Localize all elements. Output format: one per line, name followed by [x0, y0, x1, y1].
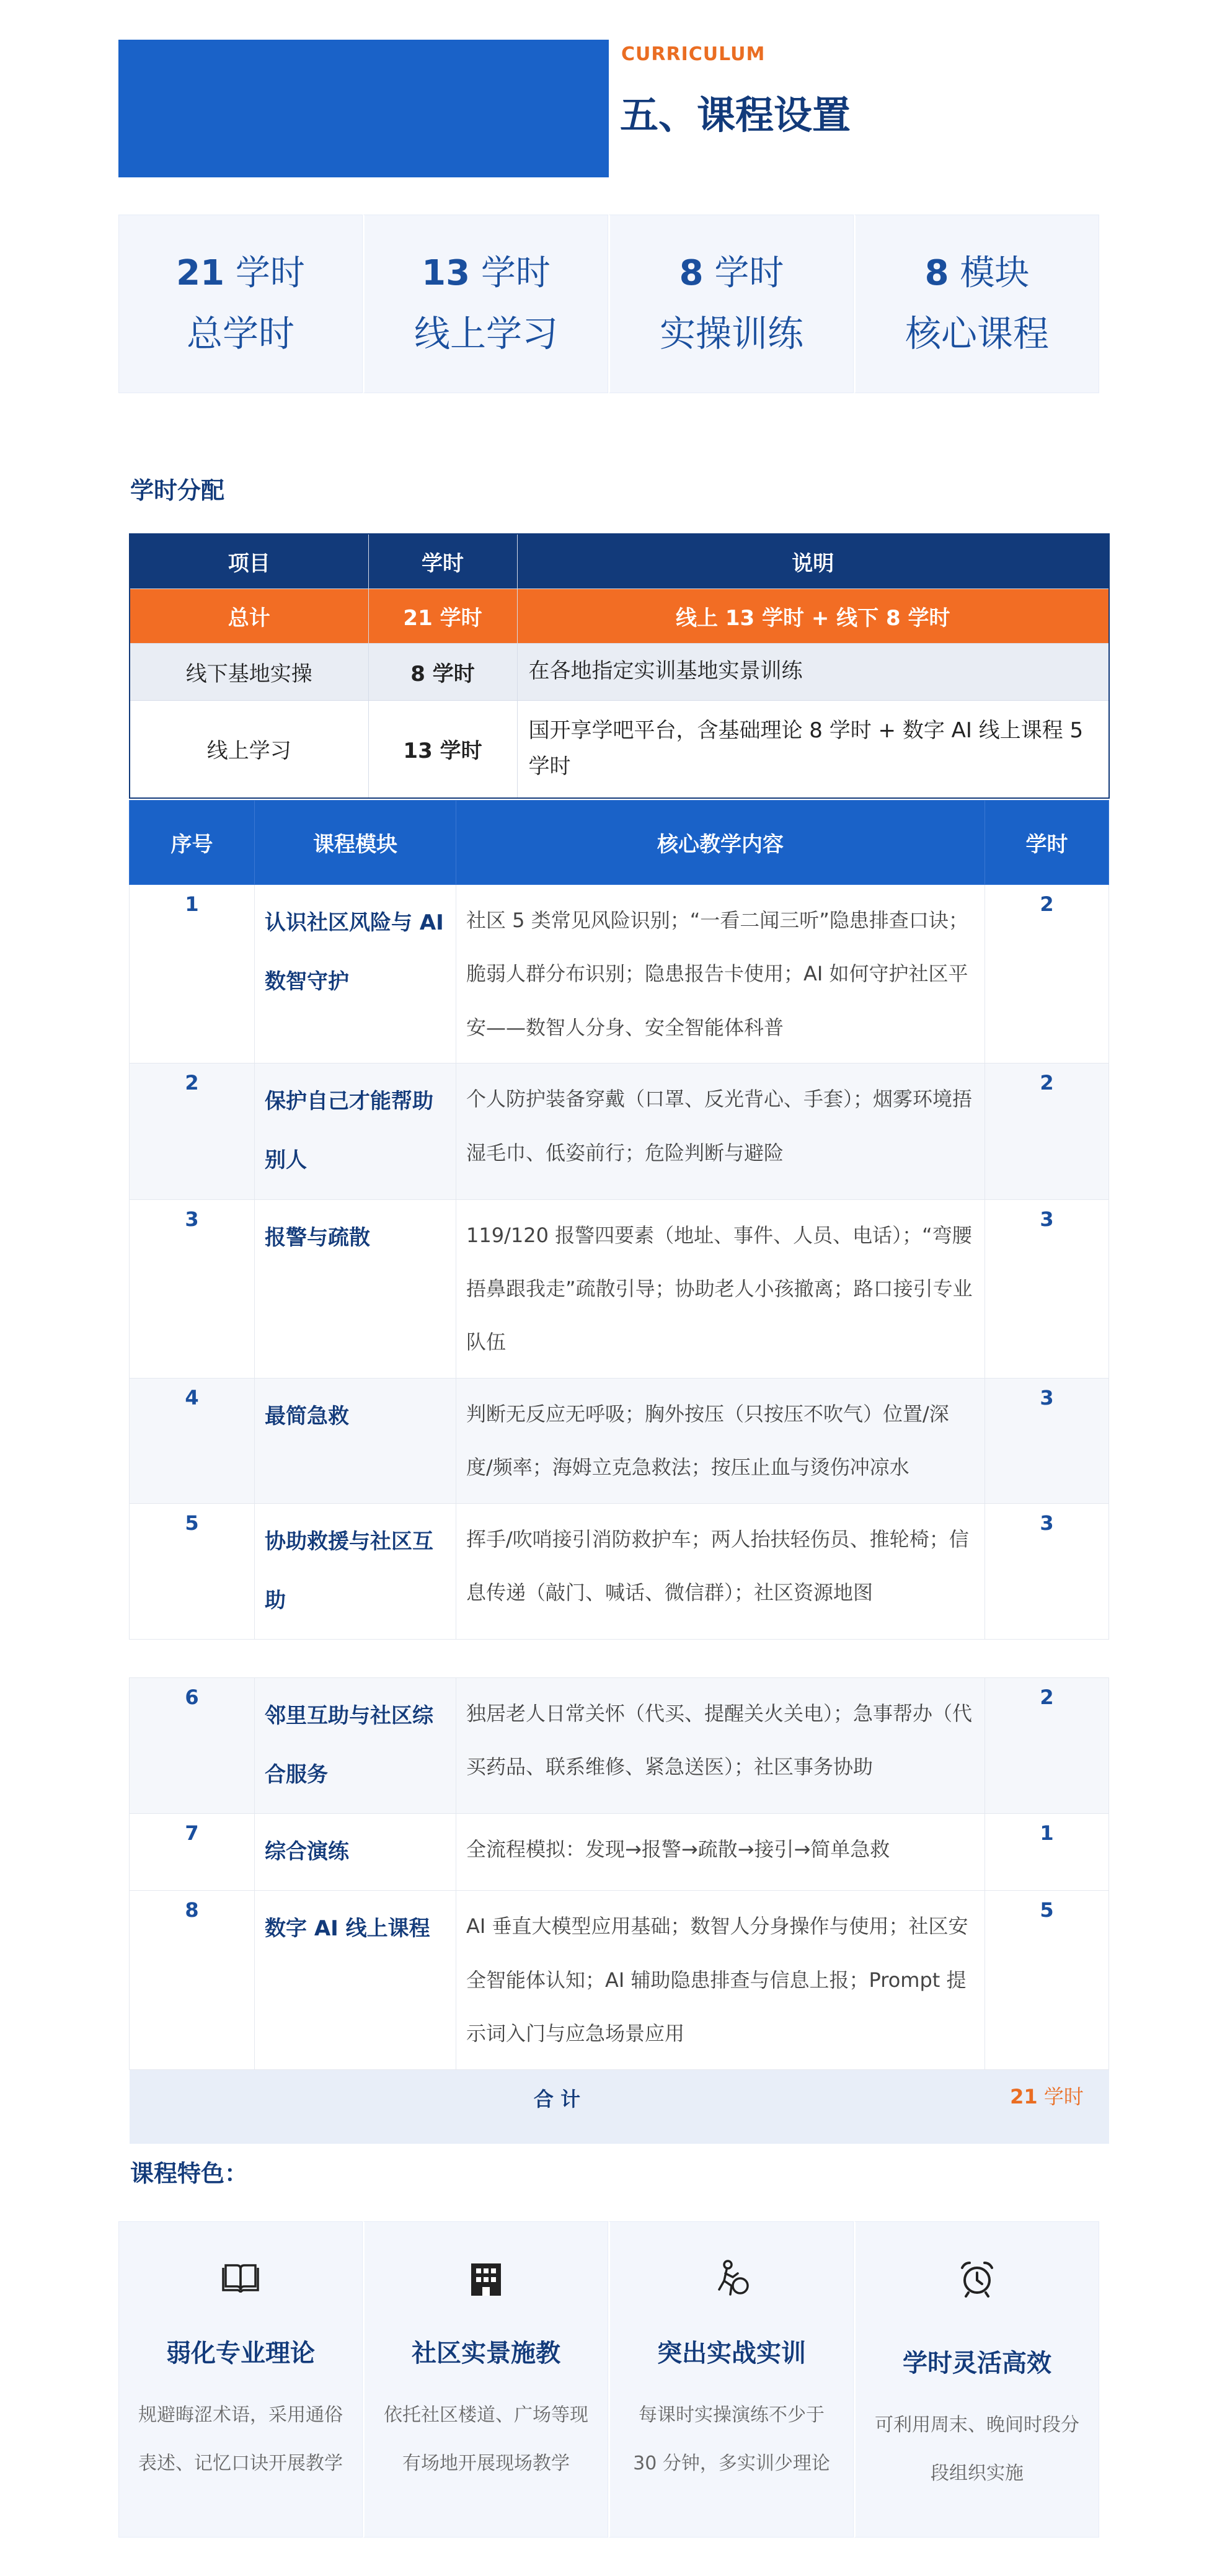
module-content: 个人防护装备穿戴（口罩、反光背心、手套）；烟雾环境捂湿毛巾、低姿前行；危险判断与避险: [456, 1064, 985, 1199]
table-cell: 线上 13 学时 + 线下 8 学时: [517, 588, 1109, 643]
module-name: 保护自己才能帮助别人: [255, 1064, 456, 1199]
module-hours: 3: [985, 1503, 1109, 1639]
table-row: [130, 1891, 1109, 2069]
running-icon: [710, 2257, 753, 2300]
module-name: 报警与疏散: [255, 1199, 456, 1378]
module-hours: 2: [985, 885, 1109, 1064]
module-name: 数字 AI 线上课程: [255, 1891, 456, 2069]
module-content: 社区 5 类常见风险识别；“一看二闻三听”隐患排查口诀；脆弱人群分布识别；隐患报告卡使用；AI 如何守护社区平安——数智人分身、安全智能体科普: [456, 885, 985, 1064]
column-header: 项目: [130, 534, 368, 588]
features-heading: 课程特色：: [130, 2160, 249, 2187]
table-cell: 8 学时: [368, 643, 517, 700]
stat-card-total: [118, 215, 363, 393]
module-content: 119/120 报警四要素（地址、事件、人员、电话）；“弯腰捂鼻跟我走”疏散引导；协助老人小孩撤离；路口接引专业队伍: [456, 1199, 985, 1378]
table-spacer: [130, 1639, 1109, 1677]
column-header: 学时: [368, 534, 517, 588]
column-header: 说明: [517, 534, 1109, 588]
module-name: 综合演练: [255, 1814, 456, 1891]
module-number: 1: [130, 885, 255, 1064]
table-total-row: [130, 588, 1109, 643]
module-number: 7: [130, 1814, 255, 1891]
feature-desc: 依托社区楼道、广场等现有场地开展现场教学: [384, 2404, 588, 2474]
feature-title: 突出实战实训: [657, 2339, 806, 2368]
table-sum-row: [130, 2069, 1109, 2144]
module-number: 2: [130, 1064, 255, 1199]
module-name: 邻里互助与社区综合服务: [255, 1677, 456, 1813]
table-cell: 国开享学吧平台，含基础理论 8 学时 + 数字 AI 线上课程 5 学时: [517, 700, 1109, 798]
sum-value: 21 学时: [985, 2069, 1109, 2144]
table-row: [130, 1677, 1109, 1813]
module-hours: 3: [985, 1199, 1109, 1378]
module-name: 协助救援与社区互助: [255, 1503, 456, 1639]
stat-card-online: [363, 215, 608, 393]
feature-title: 学时灵活高效: [903, 2349, 1051, 2378]
stat-value: 8 模块: [924, 253, 1030, 293]
stat-value: 8 学时: [679, 253, 784, 293]
table-cell: 13 学时: [368, 700, 517, 798]
header-color-block: [118, 40, 609, 177]
modules-table: [129, 800, 1109, 2144]
stat-label: 核心课程: [905, 313, 1049, 355]
book-icon: [219, 2257, 262, 2300]
column-header: 学时: [985, 801, 1109, 885]
features-row: [118, 2221, 1099, 2538]
table-spacer-row: [130, 1639, 1109, 1677]
stat-card-modules: [854, 215, 1099, 393]
sum-label: 合 计: [130, 2069, 985, 2144]
module-name: 最简急救: [255, 1378, 456, 1503]
table-row: [130, 1199, 1109, 1378]
module-number: 6: [130, 1677, 255, 1813]
table-cell: 在各地指定实训基地实景训练: [517, 643, 1109, 700]
module-hours: 2: [985, 1677, 1109, 1813]
column-header: 课程模块: [255, 801, 456, 885]
feature-card: [118, 2221, 363, 2538]
table-row: [130, 1064, 1109, 1199]
column-header: 序号: [130, 801, 255, 885]
feature-card: [608, 2221, 854, 2538]
building-icon: [464, 2257, 508, 2300]
stats-row: [118, 215, 1099, 393]
allocation-heading: 学时分配: [130, 477, 225, 504]
table-row: [130, 885, 1109, 1064]
table-row: [130, 700, 1109, 798]
module-hours: 5: [985, 1891, 1109, 2069]
feature-title: 社区实景施教: [412, 2339, 560, 2368]
table-cell: 21 学时: [368, 588, 517, 643]
column-header: 核心教学内容: [456, 801, 985, 885]
module-number: 8: [130, 1891, 255, 2069]
module-number: 5: [130, 1503, 255, 1639]
module-content: AI 垂直大模型应用基础；数智人分身操作与使用；社区安全智能体认知；AI 辅助隐患排查与信息上报；Prompt 提示词入门与应急场景应用: [456, 1891, 985, 2069]
table-row: [130, 643, 1109, 700]
stat-label: 实操训练: [659, 313, 803, 355]
page-title: 五、课程设置: [620, 92, 851, 138]
table-cell: 线下基地实操: [130, 643, 368, 700]
module-name: 认识社区风险与 AI 数智守护: [255, 885, 456, 1064]
feature-title: 弱化专业理论: [166, 2339, 315, 2368]
table-header-row: [130, 534, 1109, 588]
table-row: [130, 1814, 1109, 1891]
table-cell: 线上学习: [130, 700, 368, 798]
feature-desc: 规避晦涩术语，采用通俗表述、记忆口诀开展教学: [138, 2404, 343, 2474]
header-eyebrow: CURRICULUM: [621, 43, 766, 65]
allocation-table: [129, 533, 1110, 799]
feature-desc: 每课时实操演练不少于 30 分钟，多实训少理论: [633, 2404, 830, 2474]
module-hours: 3: [985, 1378, 1109, 1503]
stat-label: 总学时: [186, 313, 294, 355]
table-header-row: [130, 801, 1109, 885]
module-hours: 2: [985, 1064, 1109, 1199]
module-content: 判断无反应无呼吸；胸外按压（只按压不吹气）位置/深度/频率；海姆立克急救法；按压止血与烫伤冲凉水: [456, 1378, 985, 1503]
feature-card: [854, 2221, 1099, 2538]
module-number: 3: [130, 1199, 255, 1378]
stat-label: 线上学习: [414, 313, 558, 355]
table-row: [130, 1503, 1109, 1639]
table-cell: 总计: [130, 588, 368, 643]
module-number: 4: [130, 1378, 255, 1503]
feature-desc: 可利用周末、晚间时段分段组织实施: [875, 2414, 1079, 2484]
module-hours: 1: [985, 1814, 1109, 1891]
module-content: 挥手/吹哨接引消防救护车；两人抬扶轻伤员、推轮椅；信息传递（敲门、喊话、微信群）；社区资源地图: [456, 1503, 985, 1639]
feature-card: [363, 2221, 608, 2538]
module-content: 全流程模拟：发现→报警→疏散→接引→简单急救: [456, 1814, 985, 1891]
stat-card-practice: [608, 215, 854, 393]
alarm-clock-icon: [955, 2257, 999, 2300]
stat-value: 13 学时: [422, 253, 551, 293]
table-row: [130, 1378, 1109, 1503]
stat-value: 21 学时: [176, 253, 305, 293]
module-content: 独居老人日常关怀（代买、提醒关火关电）；急事帮办（代买药品、联系维修、紧急送医）；社区事务协助: [456, 1677, 985, 1813]
